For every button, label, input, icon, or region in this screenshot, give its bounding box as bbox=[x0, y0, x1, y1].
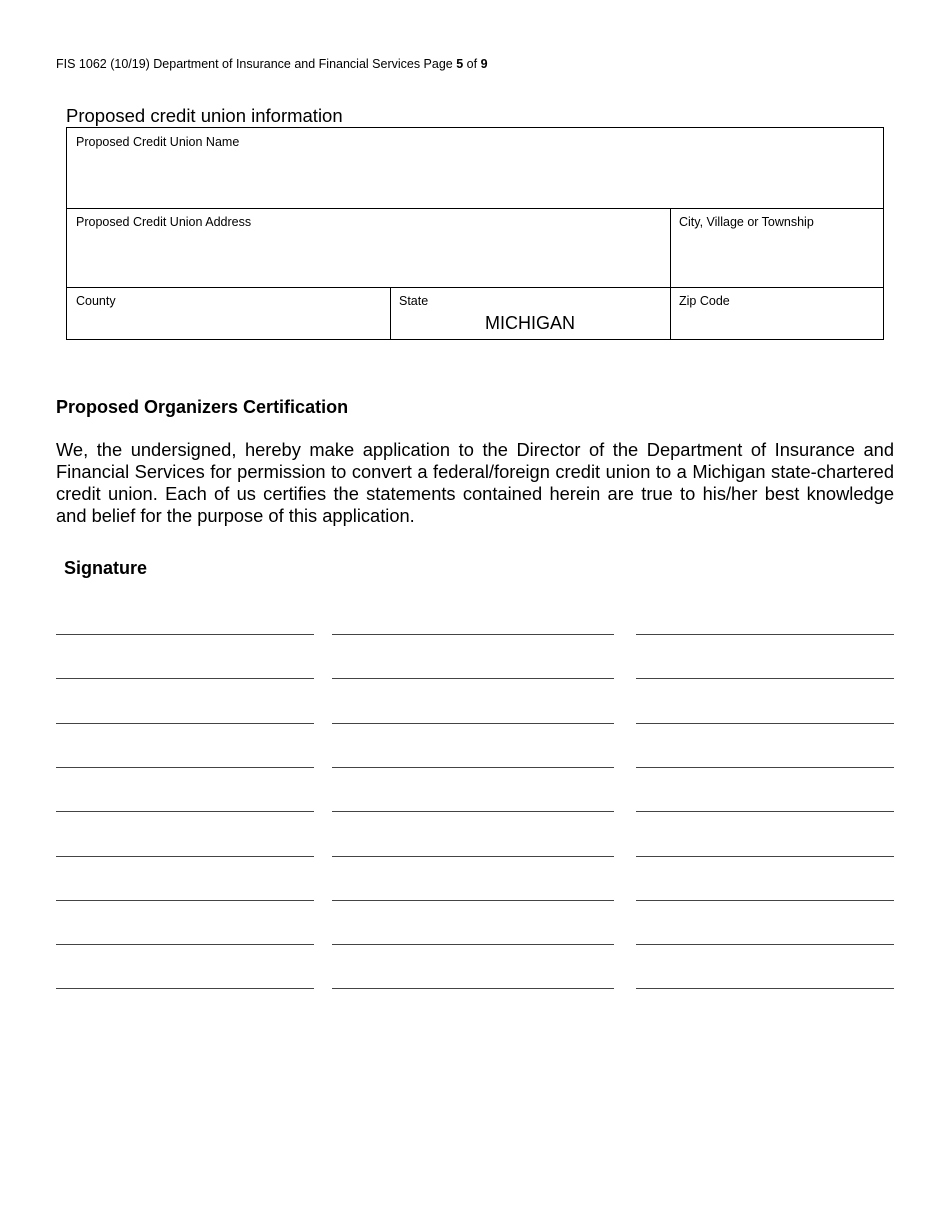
signature-line[interactable] bbox=[332, 944, 614, 945]
signature-line[interactable] bbox=[636, 811, 894, 812]
signature-line[interactable] bbox=[636, 723, 894, 724]
name-field[interactable] bbox=[67, 128, 883, 208]
signature-line[interactable] bbox=[332, 856, 614, 857]
page-header bbox=[56, 57, 488, 71]
signature-line[interactable] bbox=[636, 944, 894, 945]
certification-text: We, the undersigned, hereby make application to the Director of the Department of Insurance and Financial Services for permission to convert a federal/foreign credit union to a Michigan state-chartered credit union. Each of us certifies the statements contained herein are true to his/her best knowledge and belief for the purpose of this application. bbox=[56, 439, 894, 526]
credit-union-info-form bbox=[66, 127, 884, 340]
zip-label: Zip Code bbox=[679, 294, 730, 308]
signature-title: Signature bbox=[64, 558, 148, 578]
signature-line[interactable] bbox=[636, 634, 894, 635]
signature-line[interactable] bbox=[56, 678, 314, 679]
signature-line[interactable] bbox=[332, 723, 614, 724]
section-title: Proposed credit union information bbox=[66, 105, 343, 126]
signature-line[interactable] bbox=[332, 811, 614, 812]
state-field[interactable] bbox=[390, 287, 670, 339]
signature-line[interactable] bbox=[56, 767, 314, 768]
signature-line[interactable] bbox=[332, 678, 614, 679]
state-value: MICHIGAN bbox=[485, 313, 575, 333]
county-label: County bbox=[76, 294, 116, 308]
signature-line[interactable] bbox=[56, 811, 314, 812]
signature-line[interactable] bbox=[56, 856, 314, 857]
signature-line[interactable] bbox=[56, 634, 314, 635]
signature-line[interactable] bbox=[56, 988, 314, 989]
name-label: Proposed Credit Union Name bbox=[76, 135, 240, 149]
state-label: State bbox=[399, 294, 429, 308]
signature-line[interactable] bbox=[56, 900, 314, 901]
city-label: City, Village or Township bbox=[679, 215, 814, 229]
signature-line[interactable] bbox=[56, 944, 314, 945]
signature-line[interactable] bbox=[332, 767, 614, 768]
page-current: 5 bbox=[456, 57, 464, 71]
zip-field[interactable] bbox=[670, 287, 883, 339]
signature-line[interactable] bbox=[636, 856, 894, 857]
form-id: FIS 1062 (10/19) Department of Insurance and Financial Services Page bbox=[56, 57, 457, 71]
certification-title: Proposed Organizers Certification bbox=[56, 397, 349, 417]
signature-line[interactable] bbox=[332, 900, 614, 901]
signature-line[interactable] bbox=[332, 988, 614, 989]
signature-line[interactable] bbox=[636, 988, 894, 989]
signature-line[interactable] bbox=[636, 767, 894, 768]
city-field[interactable] bbox=[670, 208, 883, 287]
page-of: of bbox=[463, 57, 481, 71]
address-label: Proposed Credit Union Address bbox=[76, 215, 252, 229]
address-field[interactable] bbox=[67, 208, 670, 287]
signature-line[interactable] bbox=[636, 678, 894, 679]
signature-line[interactable] bbox=[56, 723, 314, 724]
county-field[interactable] bbox=[67, 287, 390, 339]
signature-line[interactable] bbox=[332, 634, 614, 635]
page-total: 9 bbox=[480, 57, 488, 71]
signature-line[interactable] bbox=[636, 900, 894, 901]
